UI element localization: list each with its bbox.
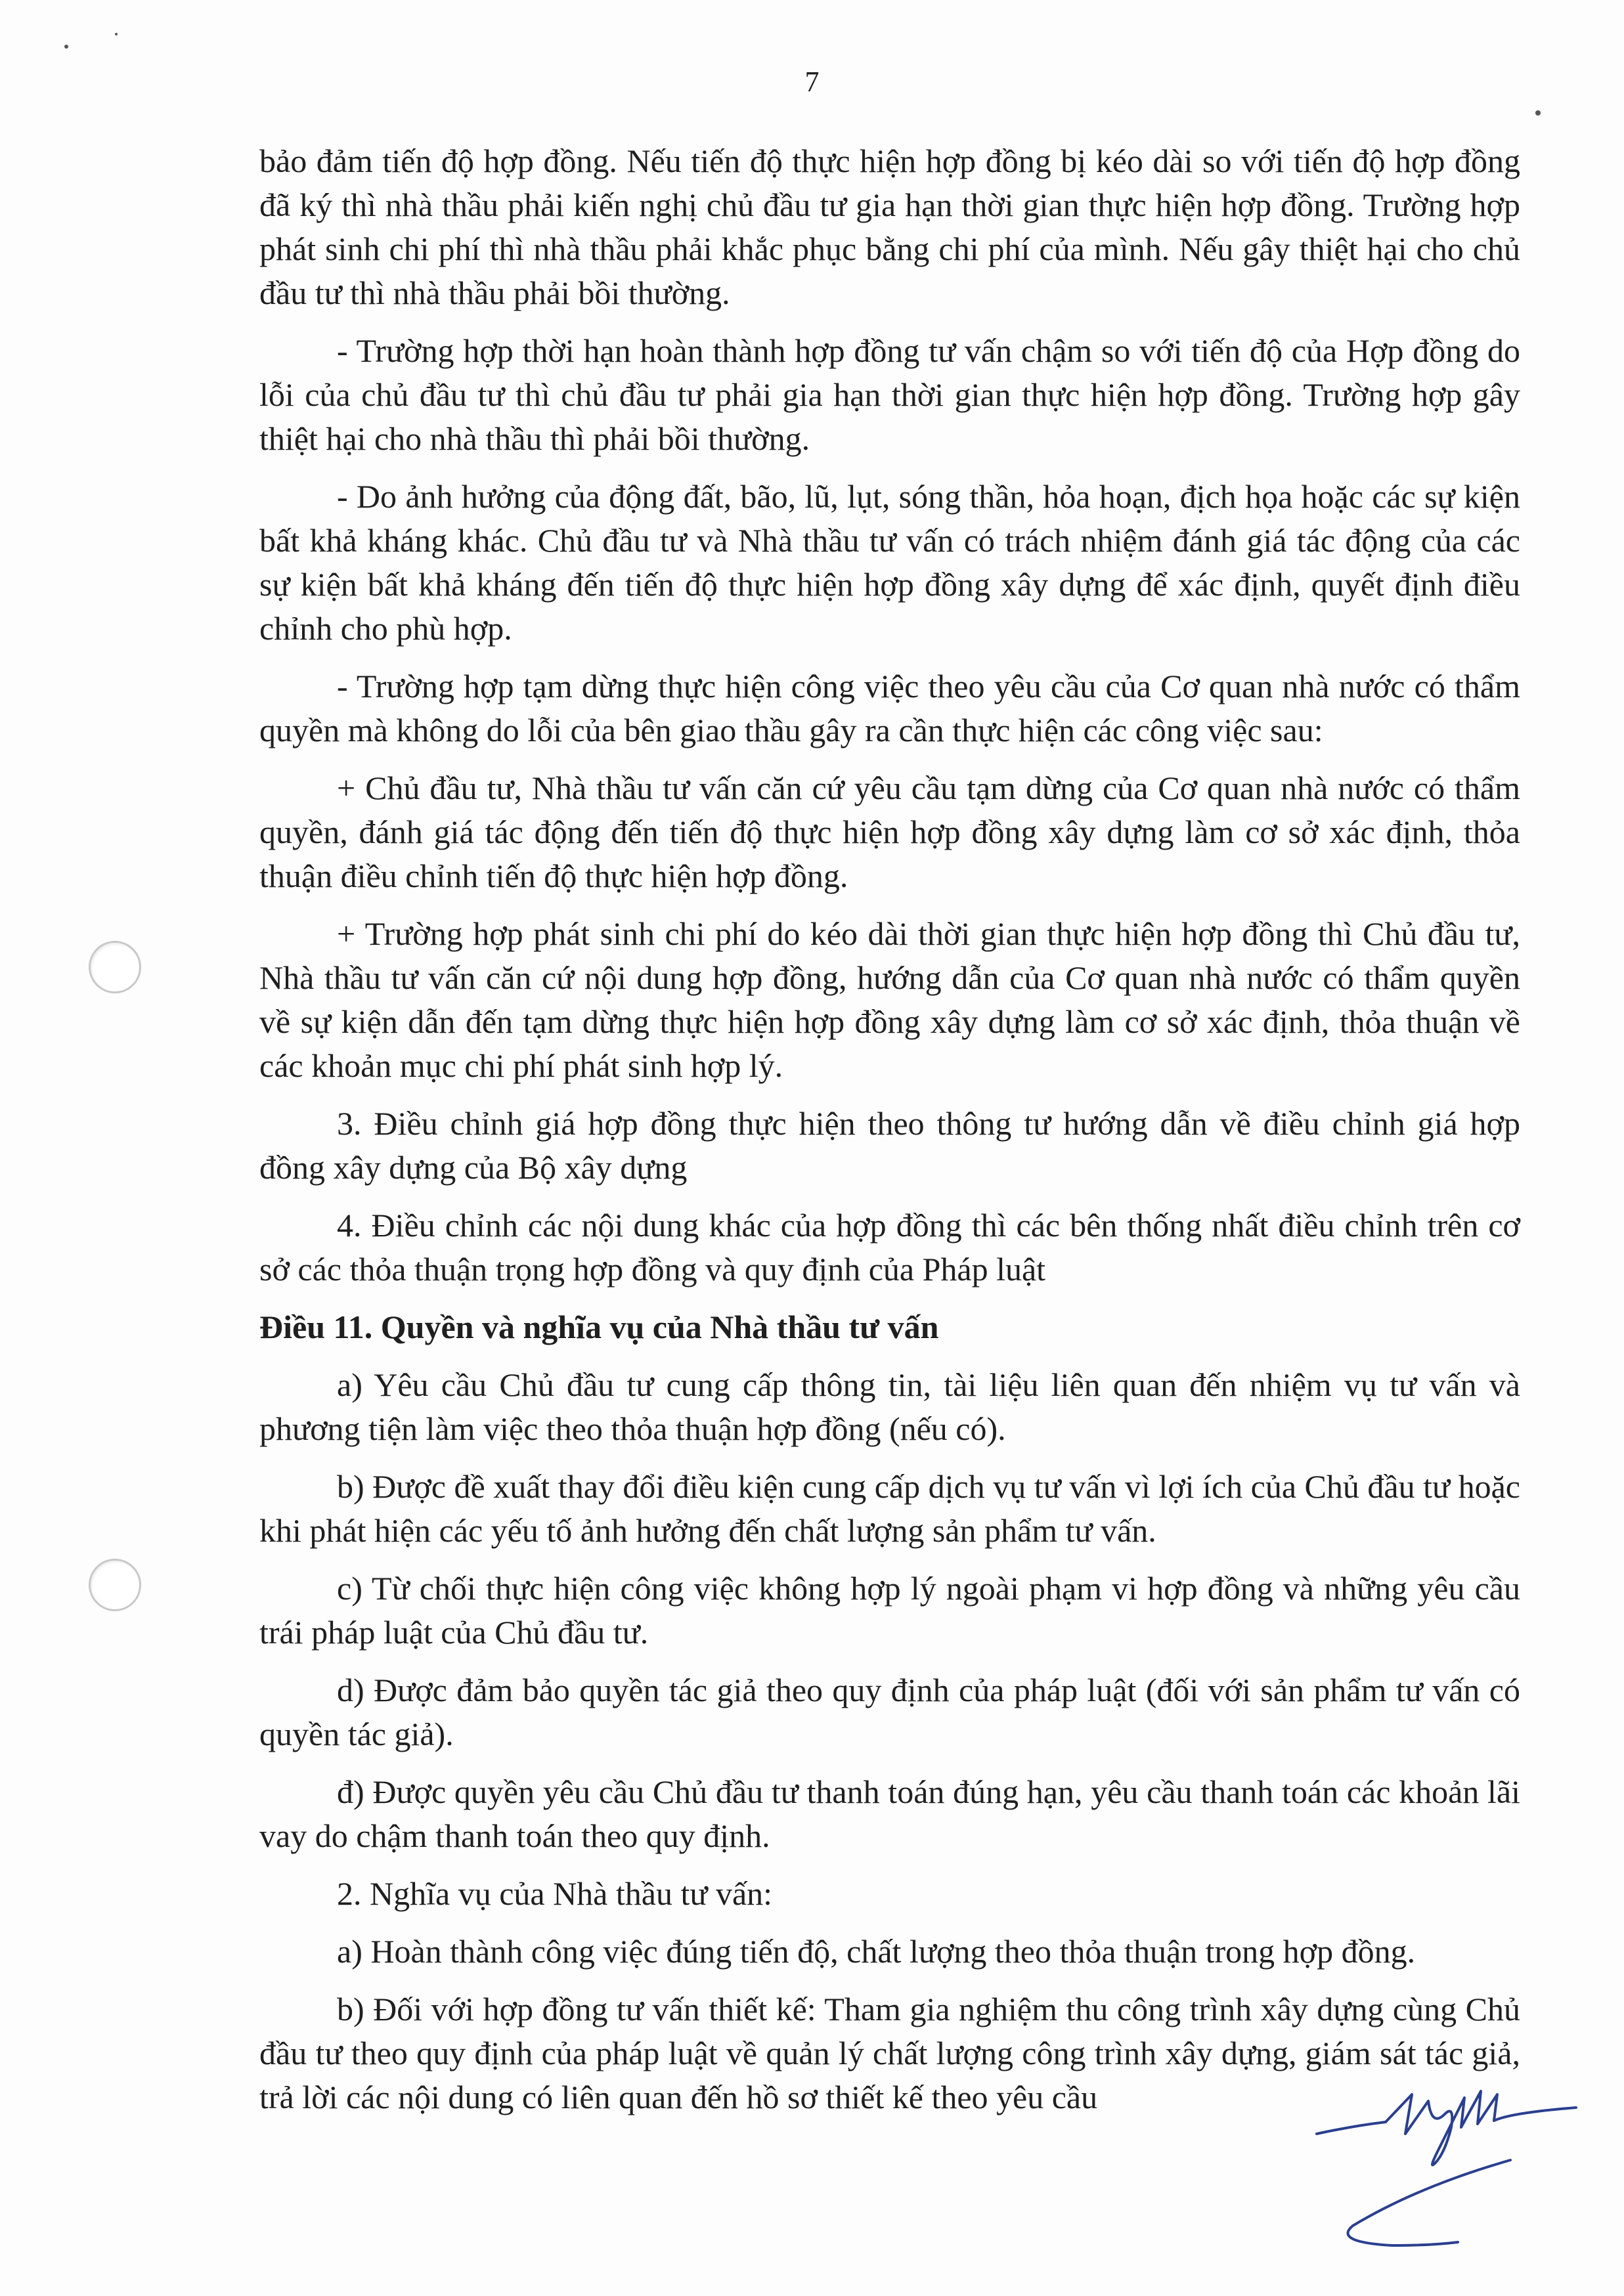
paragraph-price-adjustment: 3. Điều chỉnh giá hợp đồng thực hiện theo thông tư hướng dẫn về điều chỉnh giá hợp đồng xây dựng của Bộ xây dựng: [259, 1105, 1520, 1186]
paragraph-suspension-costs: + Trường hợp phát sinh chi phí do kéo dài thời gian thực hiện hợp đồng thì Chủ đầu tư, Nhà thầu tư vấn căn cứ nội dung hợp đồng, hướng dẫn của Cơ quan nhà nước có thẩm quyền về sự kiện dẫn đến tạm dừng thực hiện hợp đồng xây dựng làm cơ sở xác định, thỏa thuận về các khoản mục chi phí phát sinh hợp lý.: [259, 915, 1520, 1084]
paragraph-force-majeure: - Do ảnh hưởng của động đất, bão, lũ, lụt, sóng thần, hỏa hoạn, địch họa hoặc các sự kiện bất khả kháng khác. Chủ đầu tư và Nhà thầu tư vấn có trách nhiệm đánh giá tác động của các sự kiện bất khả kháng đến tiến độ thực hiện hợp đồng xây dựng để xác định, quyết định điều chỉnh cho phù hợp.: [259, 478, 1520, 647]
punch-hole: [89, 1559, 141, 1611]
signature-mark: [1313, 2088, 1589, 2285]
right-item-b: b) Được đề xuất thay đổi điều kiện cung cấp dịch vụ tư vấn vì lợi ích của Chủ đầu tư hoặc khi phát hiện các yếu tố ảnh hưởng đến chất lượng sản phẩm tư vấn.: [259, 1468, 1520, 1549]
right-item-dd: đ) Được quyền yêu cầu Chủ đầu tư thanh toán đúng hạn, yêu cầu thanh toán các khoản lãi vay do chậm thanh toán theo quy định.: [259, 1773, 1520, 1854]
right-item-a: a) Yêu cầu Chủ đầu tư cung cấp thông tin, tài liệu liên quan đến nhiệm vụ tư vấn và phương tiện làm việc theo thỏa thuận hợp đồng (nếu có).: [259, 1366, 1520, 1447]
scan-speck: [64, 45, 68, 49]
scan-speck: [1535, 110, 1541, 116]
right-item-d: d) Được đảm bảo quyền tác giả theo quy định của pháp luật (đối với sản phẩm tư vấn có quyền tác giả).: [259, 1672, 1520, 1752]
punch-hole: [89, 941, 141, 993]
paragraph-suspension: - Trường hợp tạm dừng thực hiện công việc theo yêu cầu của Cơ quan nhà nước có thẩm quyền mà không do lỗi của bên giao thầu gây ra cần thực hiện các công việc sau:: [259, 668, 1520, 748]
paragraph-delay-by-owner: - Trường hợp thời hạn hoàn thành hợp đồng tư vấn chậm so với tiến độ của Hợp đồng do lỗi của chủ đầu tư thì chủ đầu tư phải gia hạn thời gian thực hiện hợp đồng. Trường hợp gây thiệt hại cho nhà thầu thì phải bồi thường.: [259, 332, 1520, 457]
article-11-heading: Điều 11. Quyền và nghĩa vụ của Nhà thầu tư vấn: [259, 1309, 939, 1345]
right-item-c: c) Từ chối thực hiện công việc không hợp lý ngoài phạm vi hợp đồng và những yêu cầu trái pháp luật của Chủ đầu tư.: [259, 1570, 1520, 1651]
paragraph-other-adjustments: 4. Điều chỉnh các nội dung khác của hợp đồng thì các bên thống nhất điều chỉnh trên cơ sở các thỏa thuận trọng hợp đồng và quy định của Pháp luật: [259, 1207, 1520, 1288]
paragraph-continuation: bảo đảm tiến độ hợp đồng. Nếu tiến độ thực hiện hợp đồng bị kéo dài so với tiến độ hợp đồng đã ký thì nhà thầu phải kiến nghị chủ đầu tư gia hạn thời gian thực hiện hợp đồng. Trường hợp phát sinh chi phí thì nhà thầu phải khắc phục bằng chi phí của mình. Nếu gây thiệt hại cho chủ đầu tư thì nhà thầu phải bồi thường.: [259, 142, 1520, 311]
obligation-item-b: b) Đối với hợp đồng tư vấn thiết kế: Tham gia nghiệm thu công trình xây dựng cùng Chủ đầu tư theo quy định của pháp luật về quản lý chất lượng công trình xây dựng, giám sát tác giả, trả lời các nội dung có liên quan đến hồ sơ thiết kế theo yêu cầu: [259, 1991, 1520, 2115]
paragraph-suspension-assessment: + Chủ đầu tư, Nhà thầu tư vấn căn cứ yêu cầu tạm dừng của Cơ quan nhà nước có thẩm quyền, đánh giá tác động đến tiến độ thực hiện hợp đồng xây dựng làm cơ sở xác định, thỏa thuận điều chỉnh tiến độ thực hiện hợp đồng.: [259, 769, 1520, 894]
obligations-title: 2. Nghĩa vụ của Nhà thầu tư vấn:: [337, 1875, 773, 1912]
obligation-item-a: a) Hoàn thành công việc đúng tiến độ, chất lượng theo thỏa thuận trong hợp đồng.: [337, 1933, 1416, 1970]
page-number: 7: [804, 66, 820, 98]
document-body: [259, 139, 1520, 2133]
scan-speck: [115, 33, 118, 35]
